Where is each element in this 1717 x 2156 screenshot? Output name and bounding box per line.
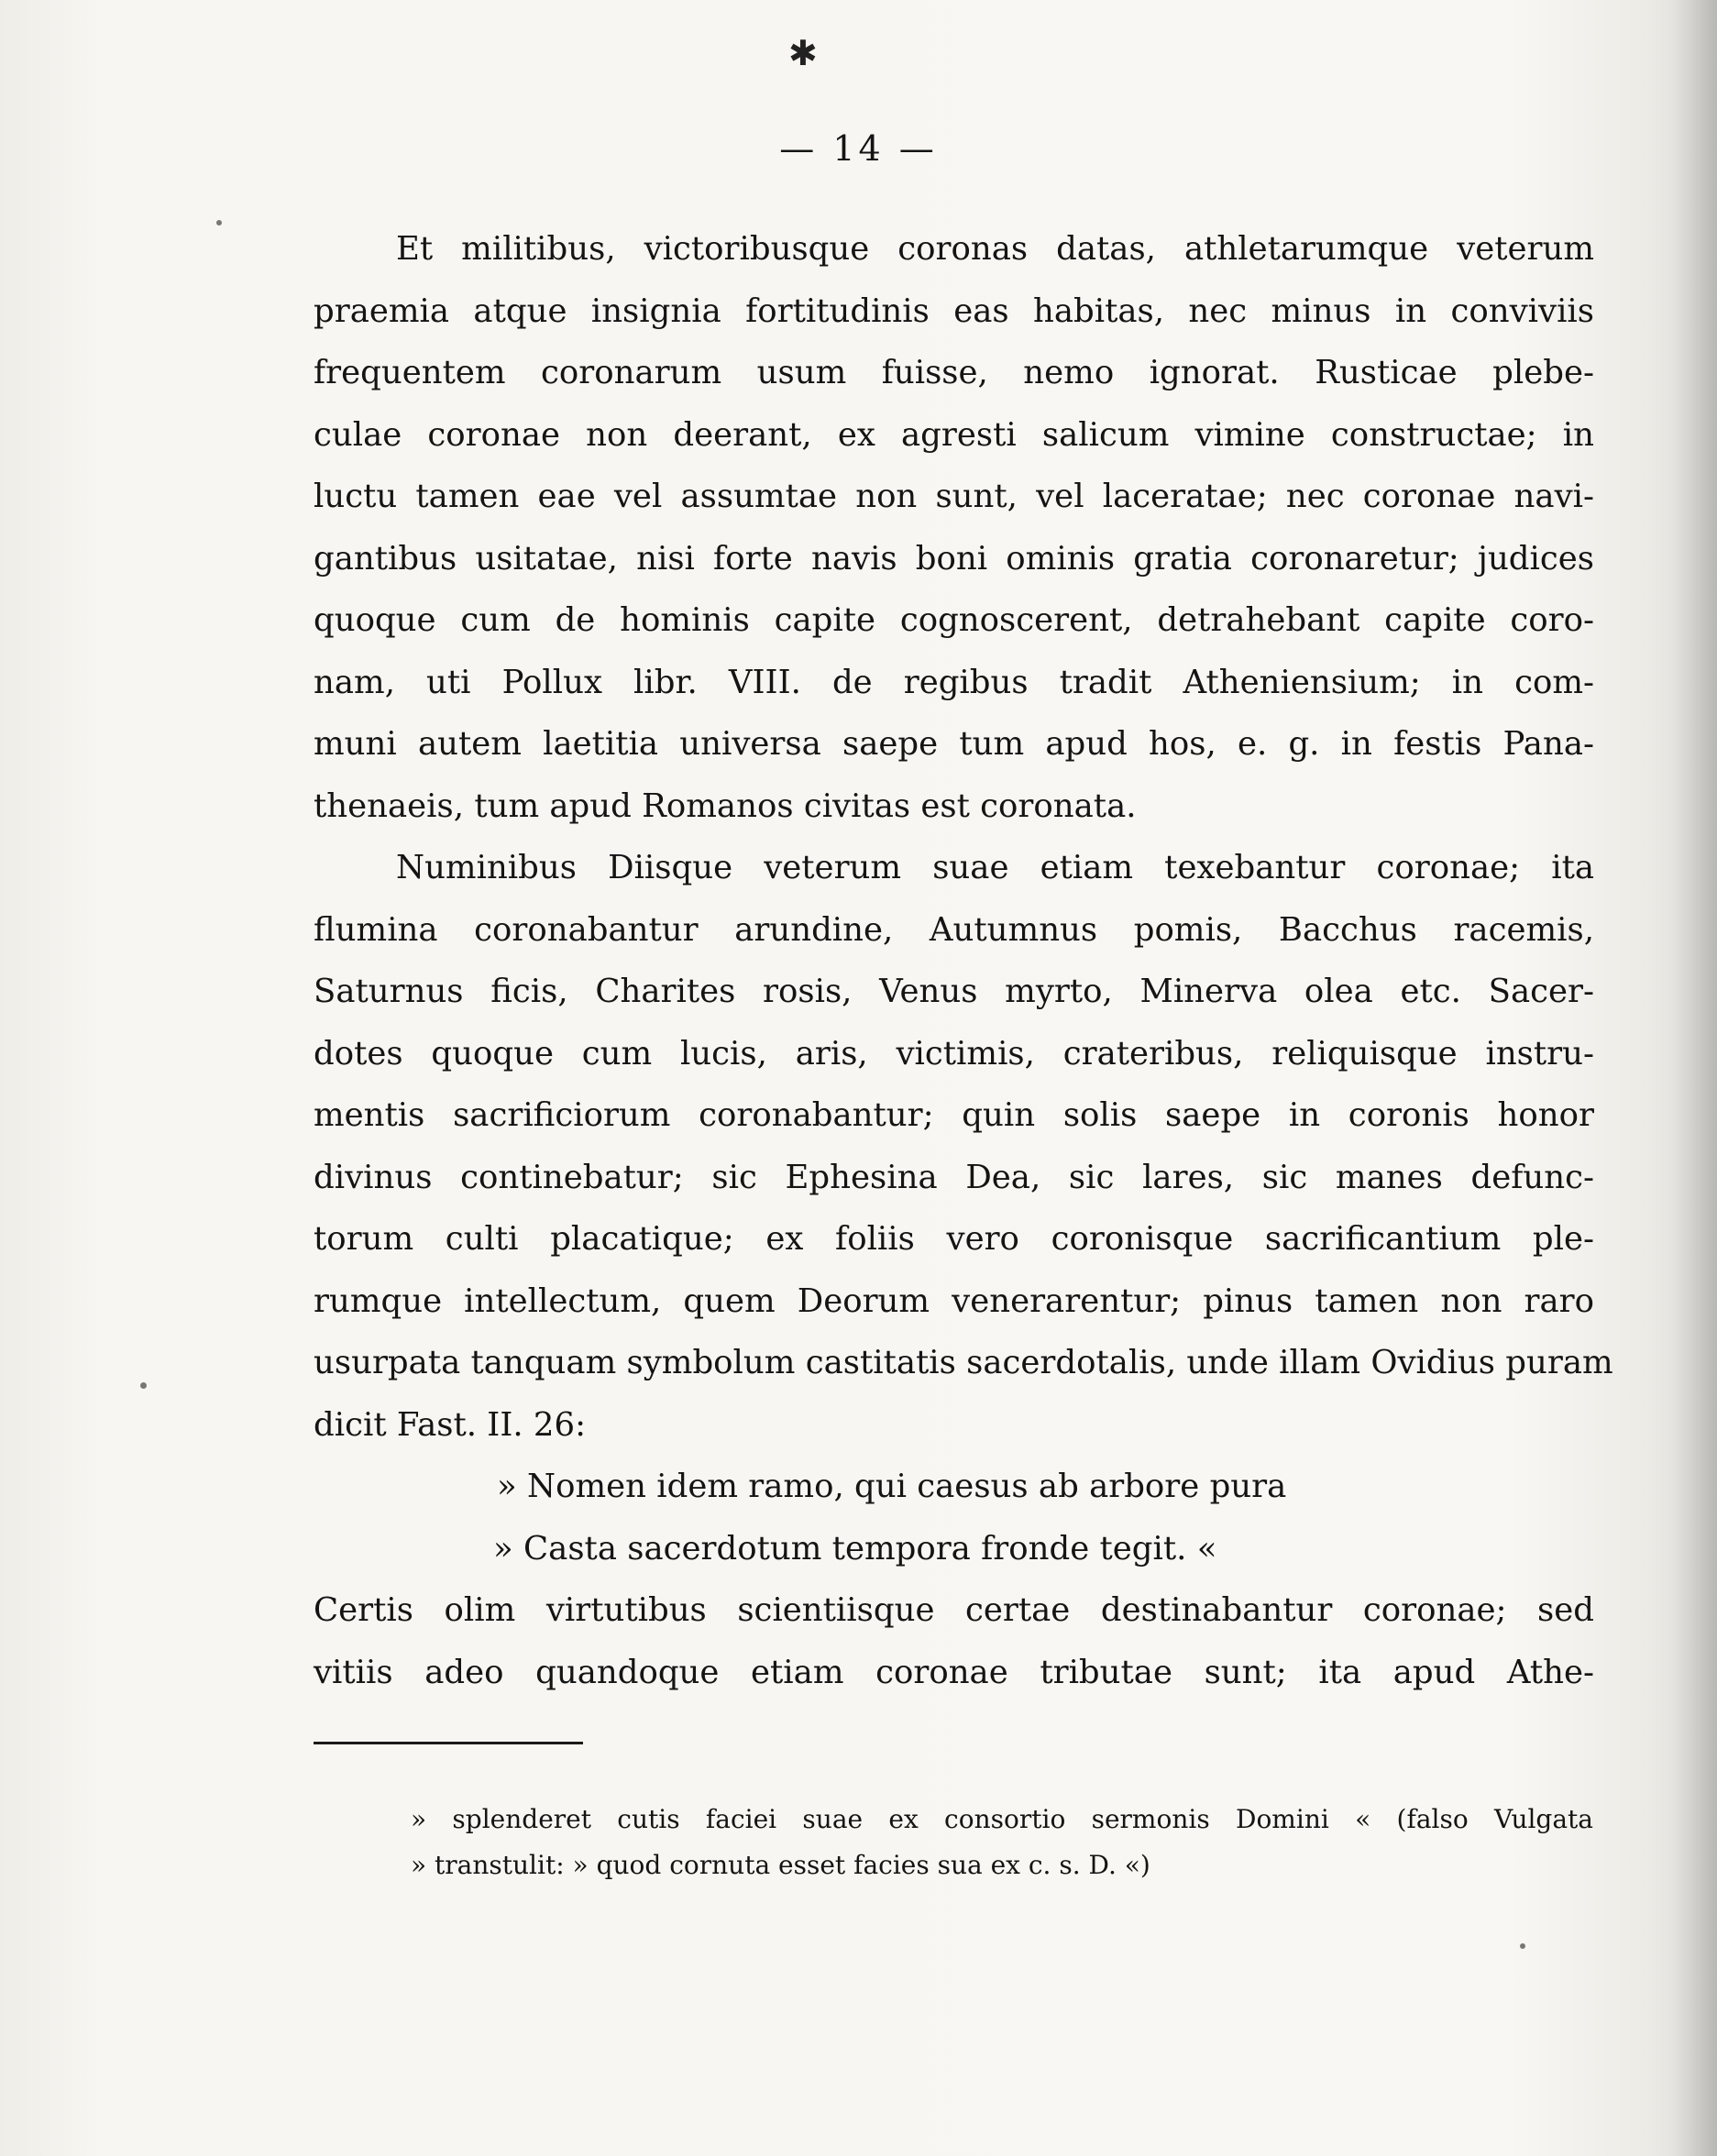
text-line: flumina coronabantur arundine, Autumnus pomis, Bacchus racemis,: [314, 910, 1594, 949]
text-line: thenaeis, tum apud Romanos civitas est coronata.: [314, 786, 1137, 825]
footnote-line: » transtulit: » quod cornuta esset facies sua ex c. s. D. «): [411, 1850, 1150, 1880]
text-line: dicit Fast. II. 26:: [314, 1405, 587, 1444]
paper-speck: [140, 1382, 147, 1389]
text-line: nam, uti Pollux libr. VIII. de regibus tradit Atheniensium; in com-: [314, 663, 1594, 701]
text-line: muni autem laetitia universa saepe tum apud hos, e. g. in festis Pana-: [314, 725, 1594, 763]
verse-line: » Nomen idem ramo, qui caesus ab arbore pura: [497, 1468, 1287, 1505]
text-line: Certis olim virtutibus scientiisque certae destinabantur coronae; sed: [314, 1591, 1594, 1629]
page-number: — 14 —: [779, 128, 938, 169]
text-line: quoque cum de hominis capite cognoscerent, detrahebant capite coro-: [314, 601, 1594, 639]
text-line: Et militibus, victoribusque coronas datas, athletarumque veterum: [396, 230, 1594, 268]
text-line: mentis sacrificiorum coronabantur; quin solis saepe in coronis honor: [314, 1096, 1594, 1134]
footnote-rule: [314, 1742, 583, 1744]
text-line: culae coronae non deerant, ex agresti salicum vimine constructae; in: [314, 415, 1594, 454]
text-line: Numinibus Diisque veterum suae etiam texebantur coronae; ita: [396, 849, 1594, 886]
text-line: divinus continebatur; sic Ephesina Dea, sic lares, sic manes defunc-: [314, 1158, 1594, 1196]
page-edge-shadow: [1671, 0, 1717, 2156]
text-line: torum culti placatique; ex foliis vero coronisque sacrificantium ple-: [314, 1220, 1594, 1258]
paper-speck: [1520, 1943, 1525, 1949]
verse-line: » Casta sacerdotum tempora fronde tegit. «: [493, 1529, 1217, 1568]
text-line: rumque intellectum, quem Deorum venerarentur; pinus tamen non raro: [314, 1282, 1594, 1320]
text-line: frequentem coronarum usum fuisse, nemo ignorat. Rusticae plebe-: [314, 354, 1594, 391]
text-line: vitiis adeo quandoque etiam coronae tributae sunt; ita apud Athe-: [314, 1653, 1594, 1691]
text-line: praemia atque insignia fortitudinis eas habitas, nec minus in conviviis: [314, 292, 1594, 330]
text-line: dotes quoque cum lucis, aris, victimis, crateribus, reliquisque instru-: [314, 1034, 1594, 1072]
paper-speck: [216, 220, 222, 226]
footnote-line: » splenderet cutis faciei suae ex consortio sermonis Domini « (falso Vulgata: [411, 1804, 1593, 1834]
text-line: luctu tamen eae vel assumtae non sunt, vel laceratae; nec coronae navi-: [314, 478, 1594, 515]
text-line: usurpata tanquam symbolum castitatis sacerdotalis, unde illam Ovidius puram: [314, 1344, 1613, 1381]
text-line: Saturnus ficis, Charites rosis, Venus myrto, Minerva olea etc. Sacer-: [314, 973, 1594, 1010]
main-text: [314, 218, 1613, 1703]
footnote: [411, 1797, 1593, 1888]
text-line: gantibus usitatae, nisi forte navis boni ominis gratia coronaretur; judices: [314, 539, 1594, 578]
header-ornament: ✱: [788, 33, 818, 73]
